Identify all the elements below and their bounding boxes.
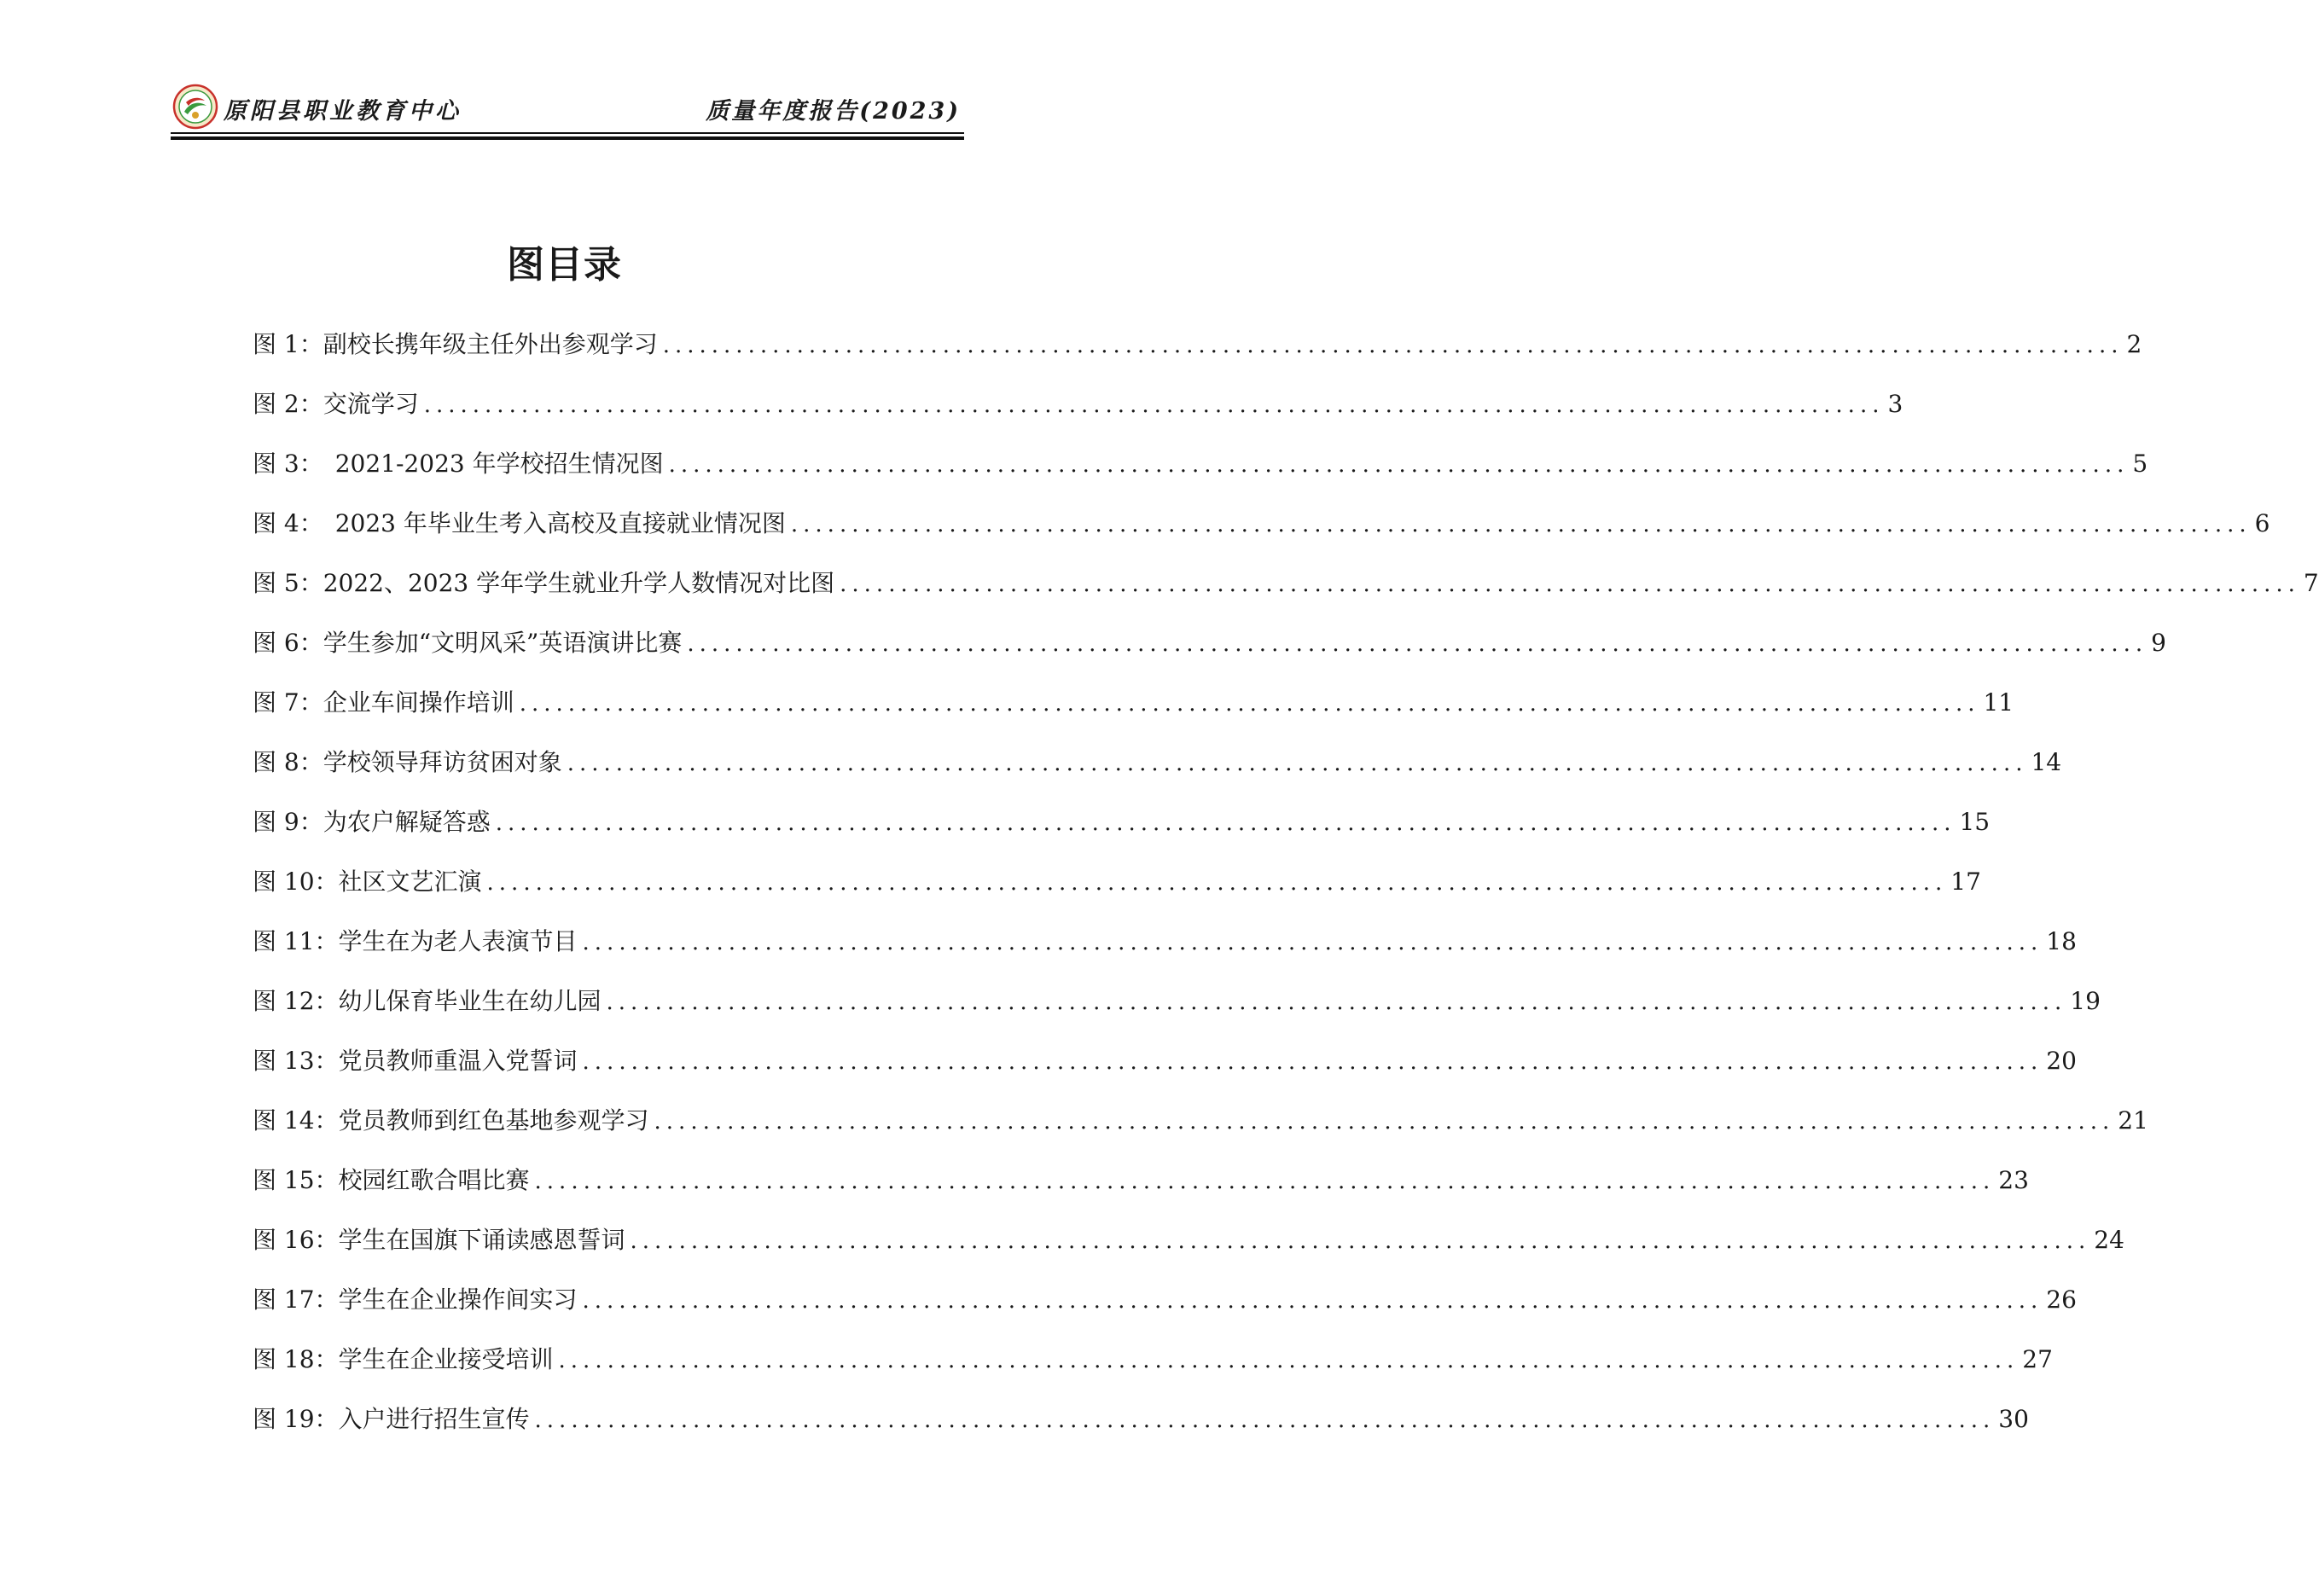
toc-dot-leader: ........................................................................................................................: [558, 1348, 2020, 1373]
toc-entry-label: 图 16：学生在国旗下诵读感恩誓词: [253, 1226, 625, 1254]
toc-entry-label: 图 9：为农户解疑答惑: [253, 808, 491, 836]
toc-entry-page: 19: [2070, 987, 2101, 1015]
toc-entry-label: 图 2：交流学习: [253, 390, 419, 418]
toc-entry-label: 图 17：学生在企业操作间实习: [253, 1286, 578, 1314]
toc-entry-label: 图 12：幼儿保育毕业生在幼儿园: [253, 987, 602, 1015]
toc-dot-leader: ........................................................................................................................: [662, 333, 2124, 358]
toc-entry[interactable]: [253, 1102, 2148, 1162]
toc-entry[interactable]: [253, 445, 2148, 505]
toc-entry-page: 18: [2046, 927, 2077, 955]
toc-dot-leader: ........................................................................................................................: [630, 1228, 2091, 1254]
toc-entry-page: 27: [2022, 1345, 2053, 1373]
toc-entry-page: 6: [2254, 509, 2270, 537]
toc-entry-page: 21: [2118, 1106, 2148, 1135]
page-header: [171, 84, 964, 128]
toc-dot-leader: ........................................................................................................................: [654, 1109, 2115, 1135]
toc-entry-page: 26: [2046, 1286, 2077, 1314]
toc-entry-page: 20: [2046, 1047, 2077, 1075]
toc-dot-leader: ........................................................................................................................: [668, 452, 2130, 478]
toc-dot-leader: ........................................................................................................................: [582, 1288, 2043, 1314]
toc-entry[interactable]: [253, 1222, 2124, 1281]
toc-entry[interactable]: [253, 923, 2077, 983]
toc-entry[interactable]: [253, 804, 1991, 863]
toc-entry[interactable]: [253, 505, 2270, 565]
toc-entry[interactable]: [253, 1401, 2029, 1460]
toc-entry-label: 图 11：学生在为老人表演节目: [253, 927, 578, 955]
toc-entry-label: 图 14：党员教师到红色基地参观学习: [253, 1106, 649, 1135]
report-title: 质量年度报告(2023): [706, 98, 961, 125]
toc-dot-leader: ........................................................................................................................: [423, 392, 1885, 418]
school-name: 原阳县职业教育中心: [224, 98, 462, 125]
header-divider-thin: [171, 132, 964, 134]
page-title: 图目录: [507, 243, 622, 287]
toc-entry-page: 17: [1950, 868, 1981, 896]
toc-entry-label: 图 8：学校领导拜访贫困对象: [253, 748, 562, 776]
toc-entry-label: 图 13：党员教师重温入党誓词: [253, 1047, 578, 1075]
toc-entry-page: 24: [2094, 1226, 2124, 1254]
toc-entry-label: 图 19：入户进行招生宣传: [253, 1405, 530, 1433]
toc-dot-leader: ........................................................................................................................: [486, 870, 1948, 896]
toc-entry[interactable]: [253, 983, 2101, 1042]
toc-entry[interactable]: [253, 386, 1903, 445]
toc-entry-label: 图 6：学生参加“文明风采”英语演讲比赛: [253, 629, 683, 657]
toc-dot-leader: ........................................................................................................................: [495, 810, 1956, 836]
toc-entry-page: 23: [1998, 1166, 2029, 1194]
toc-entry-label: 图 7：企业车间操作培训: [253, 688, 514, 717]
toc-entry-page: 3: [1887, 390, 1903, 418]
toc-dot-leader: ........................................................................................................................: [582, 930, 2043, 955]
toc-entry-label: 图 18：学生在企业接受培训: [253, 1345, 554, 1373]
toc-entry-label: 图 1：副校长携年级主任外出参观学习: [253, 330, 658, 358]
toc-entry-page: 5: [2132, 450, 2148, 478]
toc-entry-page: 30: [1998, 1405, 2029, 1433]
toc-entry-label: 图 15：校园红歌合唱比赛: [253, 1166, 530, 1194]
toc-dot-leader: ........................................................................................................................: [790, 512, 2252, 537]
toc-entry[interactable]: [253, 326, 2142, 386]
toc-entry-page: 2: [2126, 330, 2142, 358]
toc-dot-leader: ........................................................................................................................: [567, 751, 2028, 776]
toc-entry-page: 7: [2303, 569, 2319, 597]
toc-dot-leader: ........................................................................................................................: [606, 990, 2067, 1015]
toc-dot-leader: ........................................................................................................................: [840, 572, 2300, 597]
toc-entry-page: 11: [1983, 688, 2014, 717]
toc-entry[interactable]: [253, 744, 2062, 804]
toc-entry[interactable]: [253, 565, 2319, 624]
toc-dot-leader: ........................................................................................................................: [519, 691, 1980, 717]
toc-dot-leader: ........................................................................................................................: [534, 1407, 1996, 1433]
toc-entry-label: 图 3： 2021-2023 年学校招生情况图: [253, 450, 664, 478]
toc-entry[interactable]: [253, 1042, 2077, 1102]
toc-entry[interactable]: [253, 1281, 2077, 1341]
toc-entry[interactable]: [253, 684, 2014, 744]
toc-entry[interactable]: [253, 1341, 2053, 1401]
toc-entry-page: 15: [1959, 808, 1991, 836]
toc-entry-label: 图 10：社区文艺汇演: [253, 868, 482, 896]
toc-entry[interactable]: [253, 1162, 2029, 1222]
toc-dot-leader: ........................................................................................................................: [534, 1169, 1996, 1194]
figure-list: [253, 326, 2319, 1460]
toc-entry-page: 14: [2031, 748, 2062, 776]
toc-entry[interactable]: [253, 624, 2166, 684]
toc-dot-leader: ........................................................................................................................: [582, 1049, 2043, 1075]
toc-entry[interactable]: [253, 863, 1981, 923]
toc-entry-label: 图 5：2022、2023 学年学生就业升学人数情况对比图: [253, 569, 835, 597]
toc-entry-page: 9: [2151, 629, 2166, 657]
toc-dot-leader: ........................................................................................................................: [687, 631, 2148, 657]
school-emblem-icon: [172, 84, 218, 130]
header-divider-thick: [171, 136, 964, 140]
toc-entry-label: 图 4： 2023 年毕业生考入高校及直接就业情况图: [253, 509, 786, 537]
